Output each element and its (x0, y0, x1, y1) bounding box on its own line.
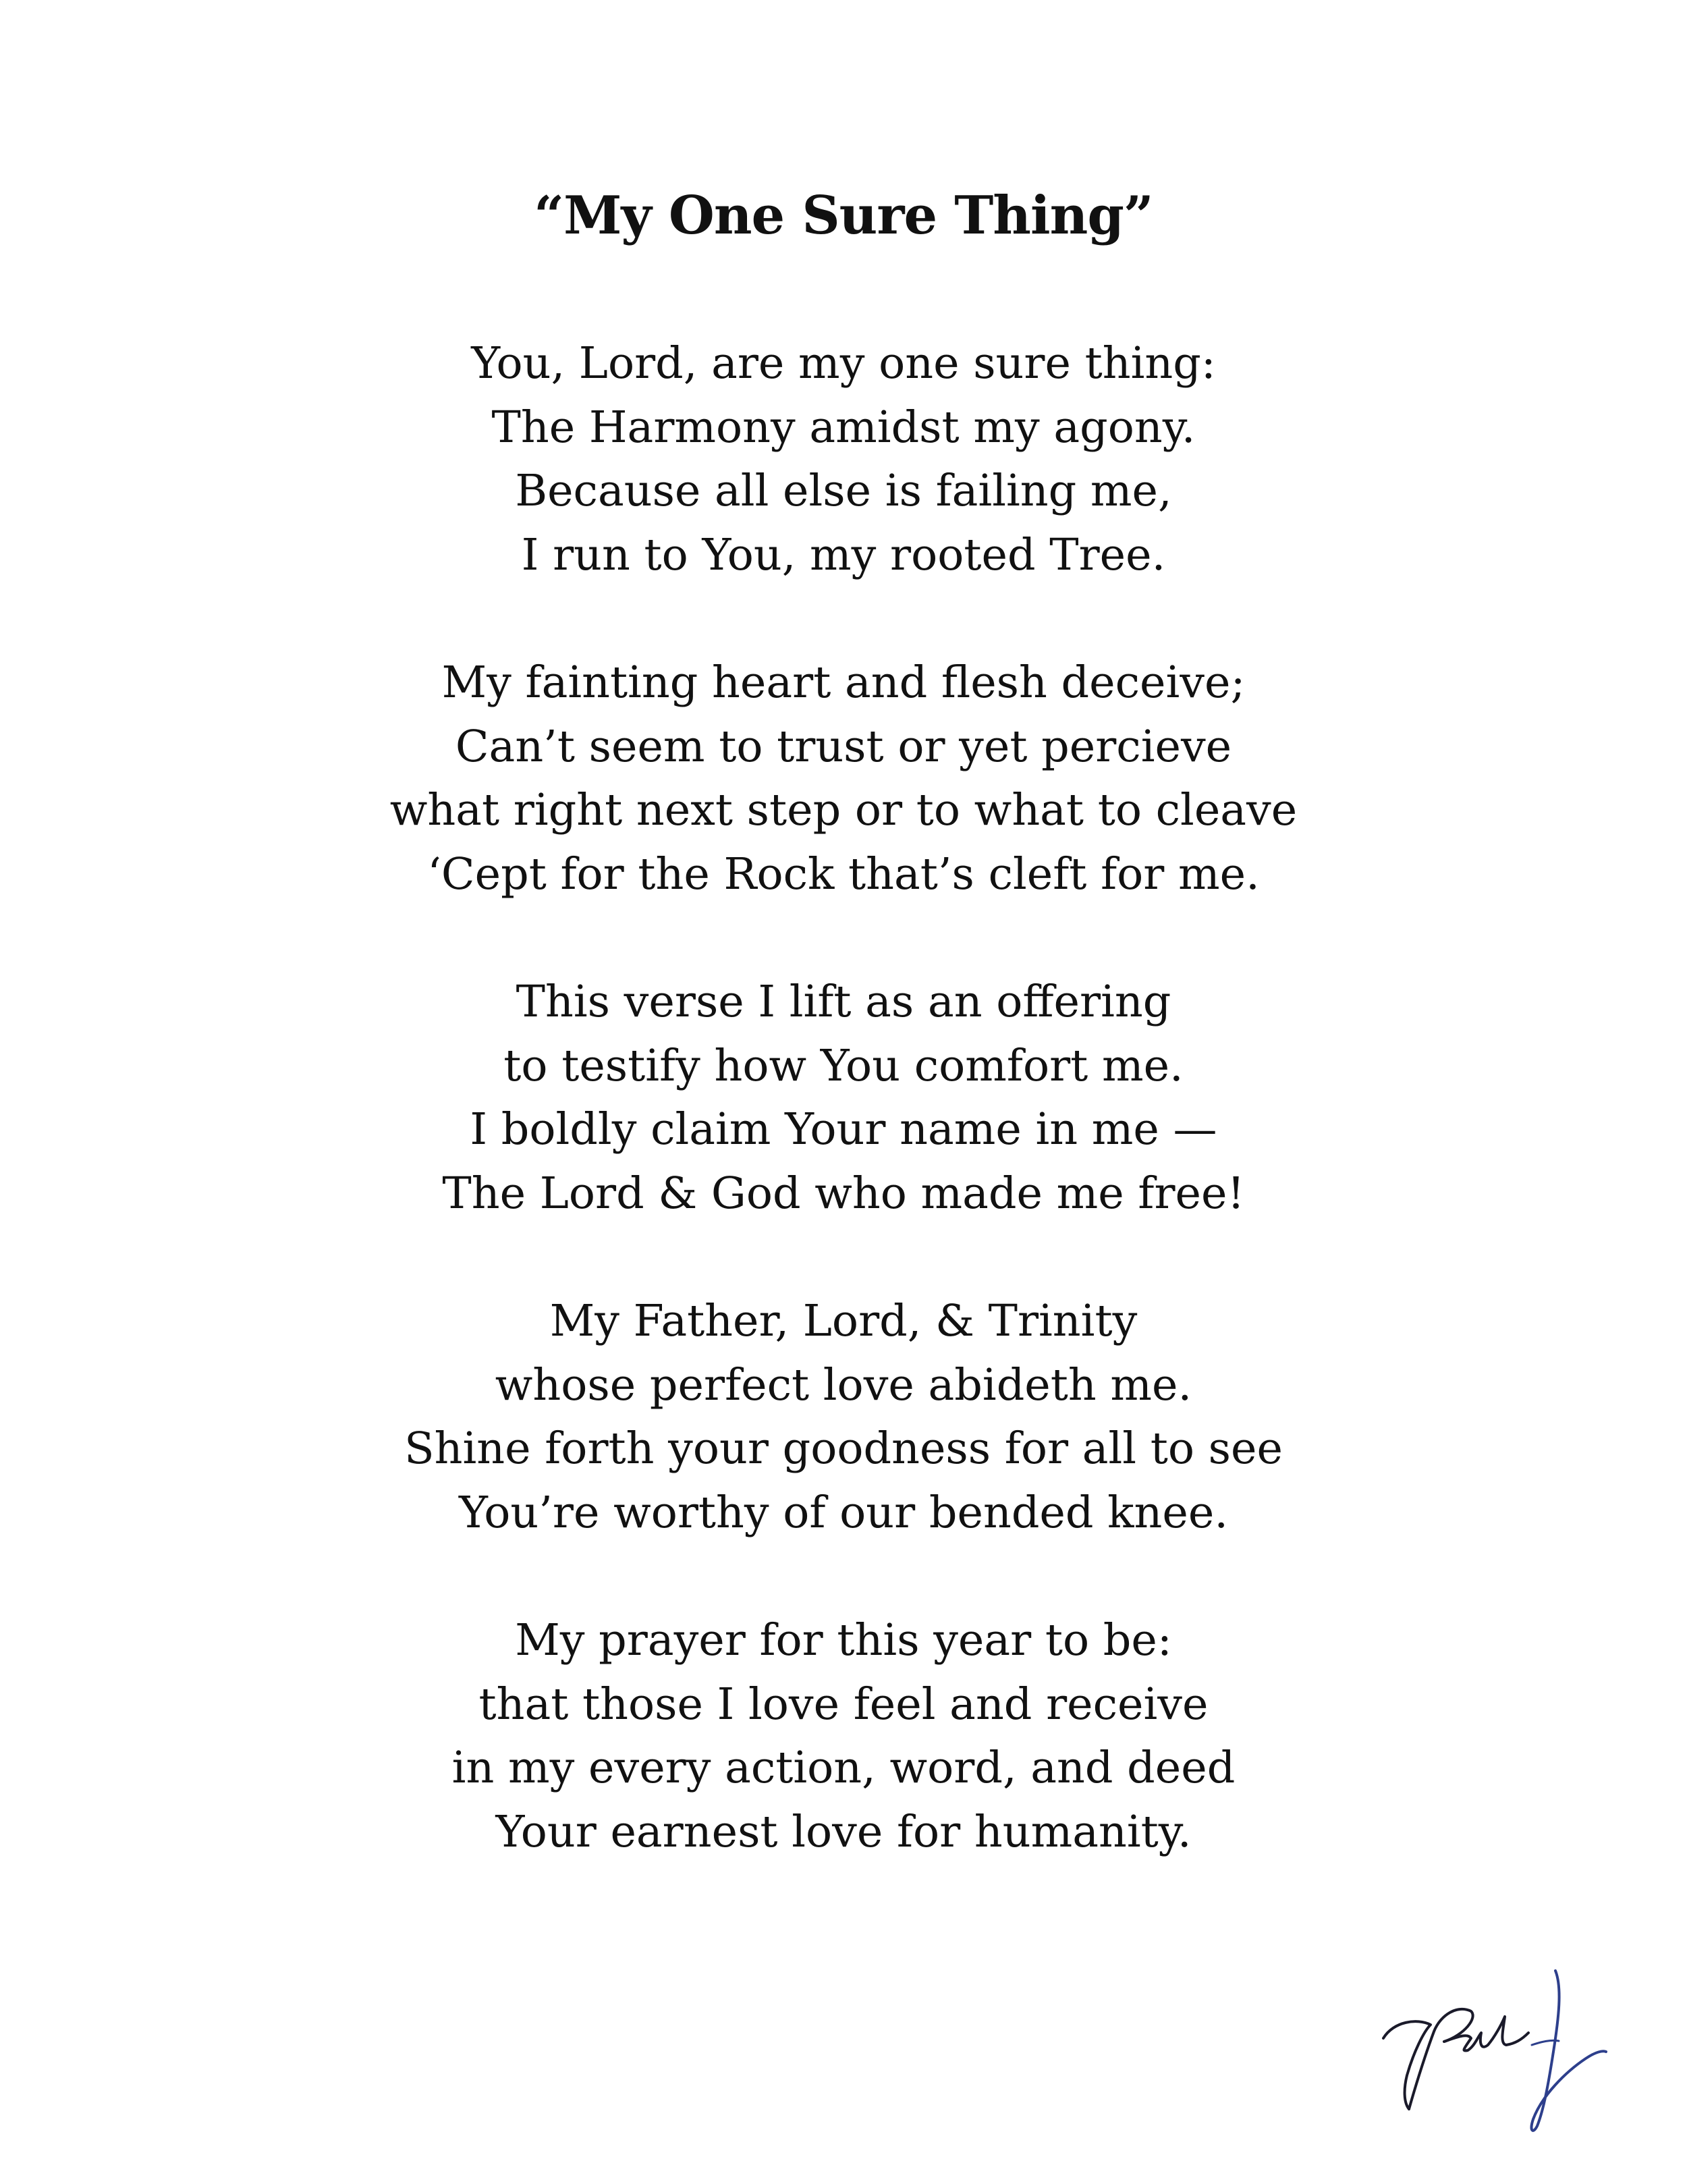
signature-stroke (1532, 1971, 1606, 2131)
poem-line: whose perfect love abideth me. (495, 1359, 1192, 1411)
poem-line: Because all else is failing me, (515, 466, 1172, 516)
poem-line: You, Lord, are my one sure thing: (471, 338, 1216, 389)
poem-line: what right next step or to what to cleave (389, 785, 1298, 836)
poem-line: My Father, Lord, & Trinity (549, 1296, 1138, 1346)
poem-line: You’re worthy of our bended knee. (458, 1487, 1229, 1538)
poem-line: ‘Cept for the Rock that’s cleft for me. (427, 848, 1260, 900)
stanza (0, 1609, 1687, 1864)
stanza (0, 1290, 1687, 1545)
poem-line: to testify how You comfort me. (503, 1040, 1184, 1091)
poem-line: I boldly claim Your name in me — (470, 1104, 1217, 1155)
poem-line: that those I love feel and receive (478, 1678, 1209, 1730)
poem-line: Your earnest love for humanity. (495, 1806, 1192, 1857)
stanza (0, 651, 1687, 906)
poem-line: My fainting heart and flesh deceive; (441, 657, 1246, 708)
stanza (0, 332, 1687, 587)
poem-line: The Lord & God who made me free! (442, 1168, 1245, 1219)
poem-line: My prayer for this year to be: (515, 1615, 1172, 1666)
signature-stroke (1444, 2017, 1528, 2050)
poem-line: Can’t seem to trust or yet percieve (455, 721, 1232, 772)
poem-line: I run to You, my rooted Tree. (521, 529, 1166, 580)
signature-stroke (1383, 2009, 1473, 2109)
poem-body (0, 332, 1687, 1928)
poem-line: in my every action, word, and deed (451, 1743, 1236, 1793)
signature (1377, 1957, 1620, 2139)
poem-title: “My One Sure Thing” (534, 185, 1153, 246)
stanza (0, 971, 1687, 1226)
poem-line: This verse I lift as an offering (516, 977, 1171, 1027)
poem-line: The Harmony amidst my agony. (491, 402, 1196, 453)
poem-line: Shine forth your goodness for all to see (404, 1423, 1283, 1474)
